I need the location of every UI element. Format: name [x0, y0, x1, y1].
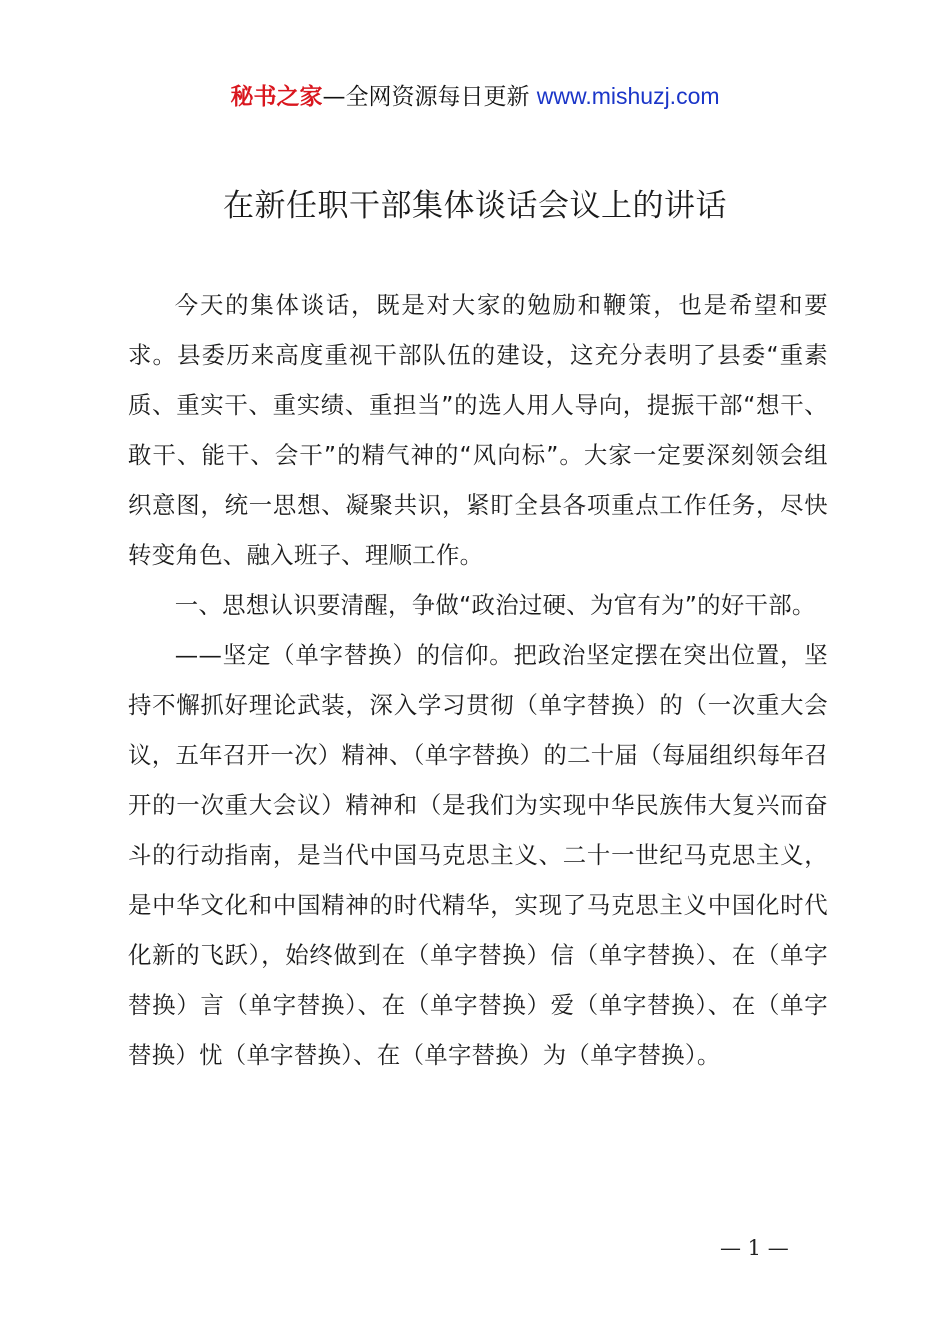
section-heading-text: 争做“政治过硬、为官有为”的好干部。: [411, 591, 816, 619]
section-heading: [128, 580, 828, 630]
site-url-link[interactable]: www.mishuzj.com: [536, 83, 720, 109]
brand-name: 秘书之家: [230, 84, 323, 110]
header-tagline: —全网资源每日更新: [322, 84, 530, 110]
document-body: [128, 280, 828, 1080]
document-title: 在新任职干部集体谈话会议上的讲话: [223, 188, 727, 224]
site-header: [0, 80, 950, 113]
point-paragraph: ——坚定（单字替换）的信仰。把政治坚定摆在突出位置，坚持不懈抓好理论武装，深入学习贯彻（单字替换）的（一次重大会议，五年召开一次）精神、（单字替换）的二十届（每届组织每年召开的一次重大会议）精神和（是我们为实现中华民族伟大复兴而奋斗的行动指南，是当代中国马克思主义、二十一世纪马克思主义，是中华文化和中国精神的时代精华，实现了马克思主义中国化时代化新的飞跃），始终做到在（单字替换）信（单字替换）、在（单字替换）言（单字替换）、在（单字替换）爱（单字替换）、在（单字替换）忧（单字替换）、在（单字替换）为（单字替换）。: [128, 641, 828, 1069]
page-number: — 1 —: [720, 1236, 789, 1260]
intro-paragraph: 今天的集体谈话，既是对大家的勉励和鞭策，也是希望和要求。县委历来高度重视干部队伍的建设，这充分表明了县委“重素质、重实干、重实绩、重担当”的选人用人导向，提振干部“想干、敢干、能干、会干”的精气神的“风向标”。大家一定要深刻领会组织意图，统一思想、凝聚共识，紧盯全县各项重点工作任务，尽快转变角色、融入班子、理顺工作。: [128, 291, 828, 569]
section-heading-number: 一、思想认识要清醒，: [174, 591, 412, 619]
